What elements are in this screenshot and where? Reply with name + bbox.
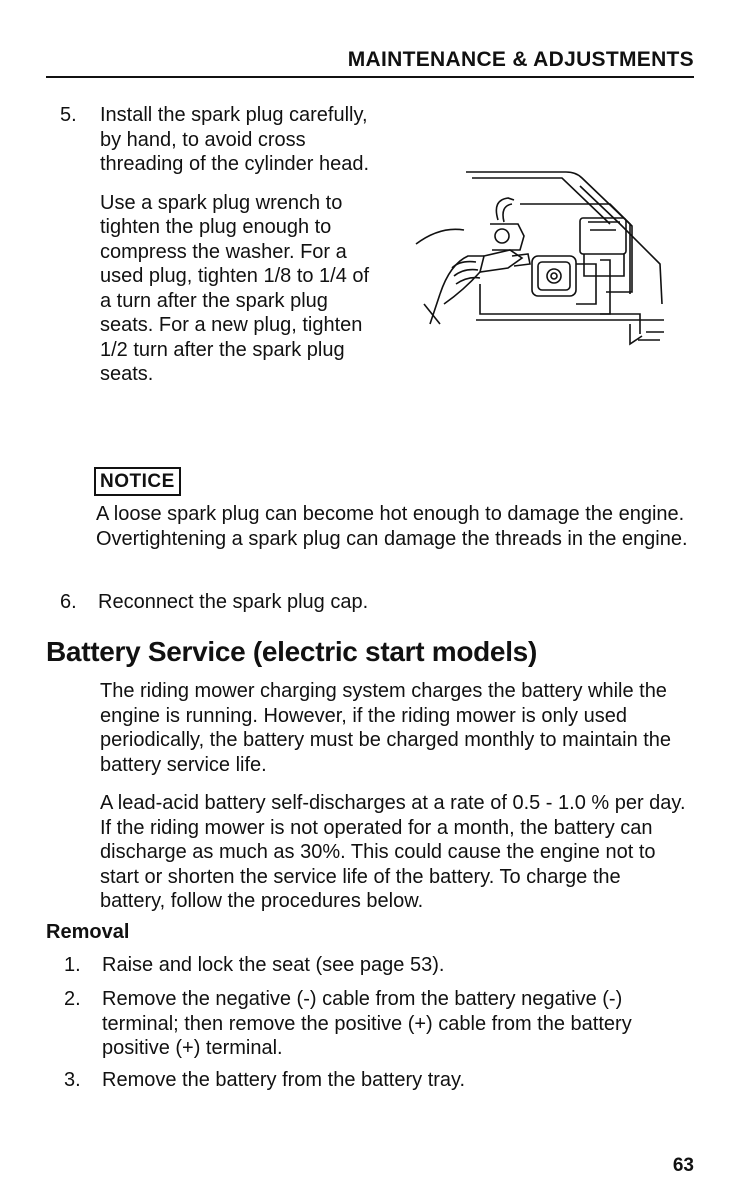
- step-5-paragraph-1: Install the spark plug carefully, by hand, to avoid cross threading of the cylinder head.: [100, 104, 370, 175]
- header-rule: [46, 76, 694, 78]
- step-5-paragraph-2: Use a spark plug wrench to tighten the plug enough to compress the washer. For a used plug, tighten 1/8 to 1/4 of a turn after the spark plug seats. For a new plug, tighten 1/2 turn after the spark plug seats.: [100, 191, 370, 385]
- notice-text: A loose spark plug can become hot enough to damage the engine. Overtightening a spark plug can damage the threads in the engine.: [96, 503, 688, 550]
- step-6-text: Reconnect the spark plug cap.: [98, 591, 369, 613]
- section-title: Battery Service (electric start models): [46, 636, 537, 667]
- step-number: 6.: [60, 591, 77, 613]
- step-number: 5.: [60, 104, 77, 126]
- battery-paragraph-1: The riding mower charging system charges the battery while the engine is running. However, if the riding mower is only used periodically, the battery must be charged monthly to maintain the battery service life.: [100, 680, 672, 776]
- spark-plug-installation-illustration: [380, 164, 680, 354]
- removal-step-text: Raise and lock the seat (see page 53).: [102, 954, 445, 976]
- removal-step-text: Remove the negative (-) cable from the battery negative (-) terminal; then remove the positive (+) cable from the battery positive (+) terminal.: [102, 988, 632, 1059]
- removal-step-text: Remove the battery from the battery tray.: [102, 1069, 466, 1091]
- removal-heading: Removal: [46, 921, 130, 943]
- step-number: 3.: [64, 1069, 81, 1091]
- battery-paragraph-2: A lead-acid battery self-discharges at a rate of 0.5 - 1.0 % per day. If the riding mower is not operated for a month, the battery can discharge as much as 30%. This could cause the engine not to start or shorten the service life of the battery. To charge the battery, follow the procedures below.: [100, 792, 686, 912]
- running-header: MAINTENANCE & ADJUSTMENTS: [347, 48, 694, 71]
- page-number: 63: [672, 1155, 694, 1176]
- step-number: 2.: [64, 988, 81, 1010]
- step-number: 1.: [64, 954, 81, 976]
- section-body: [100, 679, 690, 914]
- notice-label: NOTICE: [94, 467, 181, 496]
